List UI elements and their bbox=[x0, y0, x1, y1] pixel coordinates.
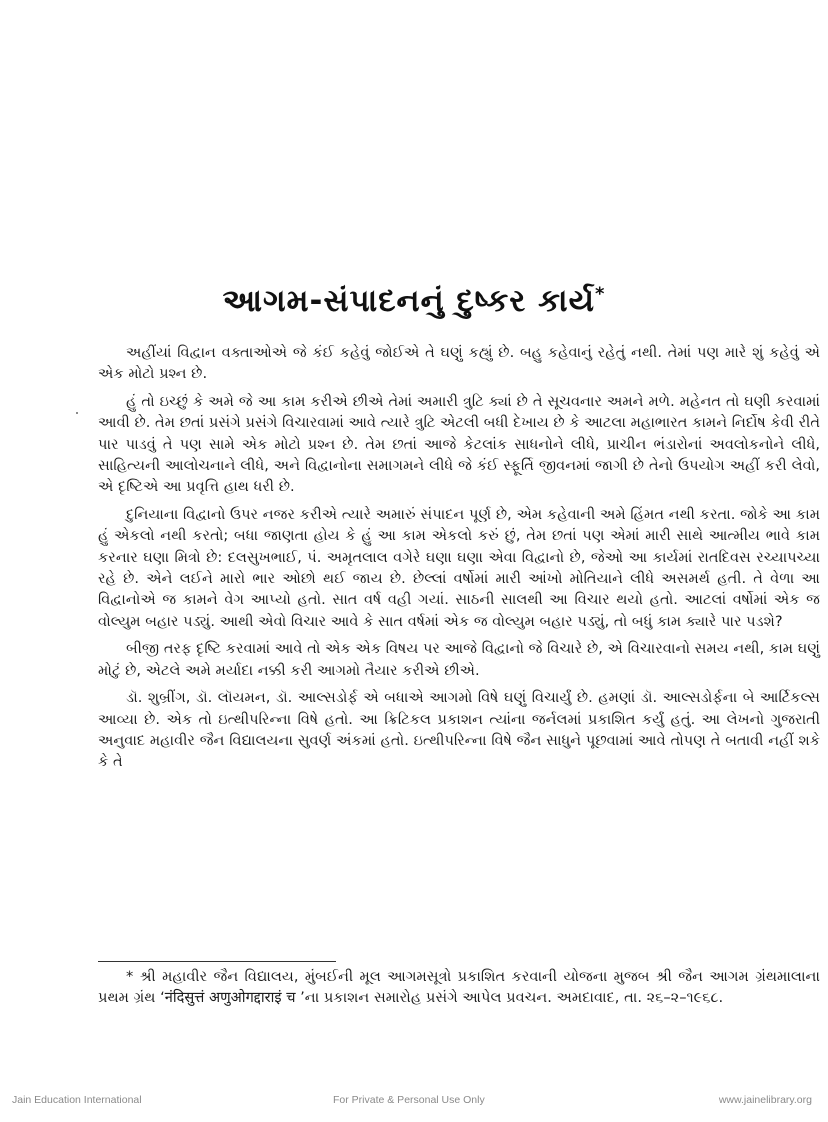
footnote: * શ્રી મહાવીર જૈન વિદ્યાલય, મુંબઈની મૂલ આગમસૂત્રો પ્રકાશિત કરવાની યોજના મુજબ શ્રી જૈન આગમ ગ્રંથમાલાના પ્રથમ ગ્રંથ ‘नंदिसुत्तं अणुओगद्दाराइं च ’ના પ્રકાશન સમારોહ પ્રસંગે આપેલ પ્રવચન. અમદાવાદ, તા. ૨૬–૨–૧૯૬૮. bbox=[98, 968, 820, 1007]
paragraph: અહીંયાં વિદ્વાન વક્તાઓએ જે કંઈ કહેવું જોઈએ તે ઘણું કહ્યું છે. બહુ કહેવાનું રહેતું નથી. તેમાં પણ મારે શું કહેવું એ એક મોટો પ્રશ્ન છે. bbox=[98, 344, 820, 383]
footnote-marker: * bbox=[594, 283, 606, 305]
page-title-text: આગમ-સંપાદનનું દુષ્કર કાર્ય bbox=[222, 283, 595, 319]
paragraph: દુનિયાના વિદ્વાનો ઉપર નજર કરીએ ત્યારે અમારું સંપાદન પૂર્ણ છે, એમ કહેવાની અમે હિંમત નથી કરતા. જોકે આ કામ હું એકલો નથી કરતો; બધા જાણતા હોય કે હું આ કામ એકલો કરું છું, તેમ છતાં પણ એમાં મારી સાથે આત્મીય ભાવે કામ કરનાર ઘણા મિત્રો છે: દલસુખભાઈ, પં. અમૃતલાલ વગેરે ઘણા ઘણા એવા વિદ્વાનો છે, જેઓ આ કાર્યમાં રાતદિવસ રચ્યાપચ્યા રહે છે. એને લઈને મારો ભાર ઓછો થઈ જાય છે. છેલ્લાં વર્ષોમાં મારી આંખો મોતિયાને લીધે અસમર્થ હતી. તે વેળા આ વિદ્વાનોએ જ કામને વેગ આપ્યો હતો. સાત વર્ષ વહી ગયાં. સાઠની સાલથી આ વિચાર થયો હતો. આટલાં વર્ષોમાં એક જ વોલ્યુમ બહાર પડ્યું. આથી એવો વિચાર આવે કે સાત વર્ષમાં એક જ વોલ્યુમ બહાર પડ્યું, તો બધું કામ ક્યારે પાર પડશે? bbox=[98, 505, 820, 630]
paragraph: ડૉ. શુબ્રીંગ, ડૉ. લૉયમન, ડૉ. આલ્સડોર્ફ એ બધાએ આગમો વિષે ઘણું વિચાર્યું છે. હમણાં ડૉ. આલ્સડોર્ફના બે આર્ટિકલ્સ આવ્યા છે. એક તો ઇત્થીપરિન્ના વિષે હતો. આ ક્રિટિકલ પ્રકાશન ત્યાંના જર્નલમાં પ્રકાશિત કર્યું હતું. આ લેખનો ગુજરાતી અનુવાદ મહાવીર જૈન વિદ્યાલયના સુવર્ણ અંકમાં હતો. ઇત્થીપરિન્ના વિષે જૈન સાધુને પૂછવામાં આવે તોપણ તે બતાવી નહીં શકે કે તે bbox=[98, 689, 820, 771]
footer-publisher: Jain Education International bbox=[12, 1094, 142, 1106]
footer-website-link[interactable]: www.jainelibrary.org bbox=[718, 1094, 812, 1106]
paragraph: બીજી તરફ દૃષ્ટિ કરવામાં આવે તો એક એક વિષય પર આજે વિદ્વાનો જે વિચારે છે, એ વિચારવાનો સમય નથી, કામ ઘણું મોટું છે, એટલે અમે મર્યાદા નક્કી કરી આગમો તૈયાર કરીએ છીએ. bbox=[98, 640, 820, 679]
footer-usage-notice: For Private & Personal Use Only bbox=[333, 1094, 485, 1106]
footnote-divider bbox=[98, 961, 336, 962]
scan-speck bbox=[76, 412, 78, 414]
article-body bbox=[98, 342, 820, 779]
page-title bbox=[0, 283, 828, 320]
page-footer bbox=[0, 1094, 828, 1114]
paragraph: હું તો ઇચ્છું કે અમે જે આ કામ કરીએ છીએ તેમાં અમારી ત્રુટિ ક્યાં છે તે સૂચવનાર અમને મળે. મહેનત તો ઘણી કરવામાં આવી છે. તેમ છતાં પ્રસંગે પ્રસંગે વિચારવામાં આવે ત્યારે ત્રુટિ એટલી બધી દેખાય છે કે આટલા મહાભારત કામને નિર્દોષ કેવી રીતે પાર પાડવું તે પણ સામે એક મોટો પ્રશ્ન છે. તેમ છતાં આજે કેટલાંક સાધનોને લીધે, પ્રાચીન ભંડારોનાં અવલોકનોને લીધે, સાહિત્યની આલોચનાને લીધે, અને વિદ્વાનોના સમાગમને લીધે જે કંઈ સ્ફૂર્તિ જીવનમાં જાગી છે તેનો ઉપયોગ અહીં કરી લેવો, એ દૃષ્ટિએ આ પ્રવૃત્તિ હાથ ધરી છે. bbox=[98, 392, 820, 496]
